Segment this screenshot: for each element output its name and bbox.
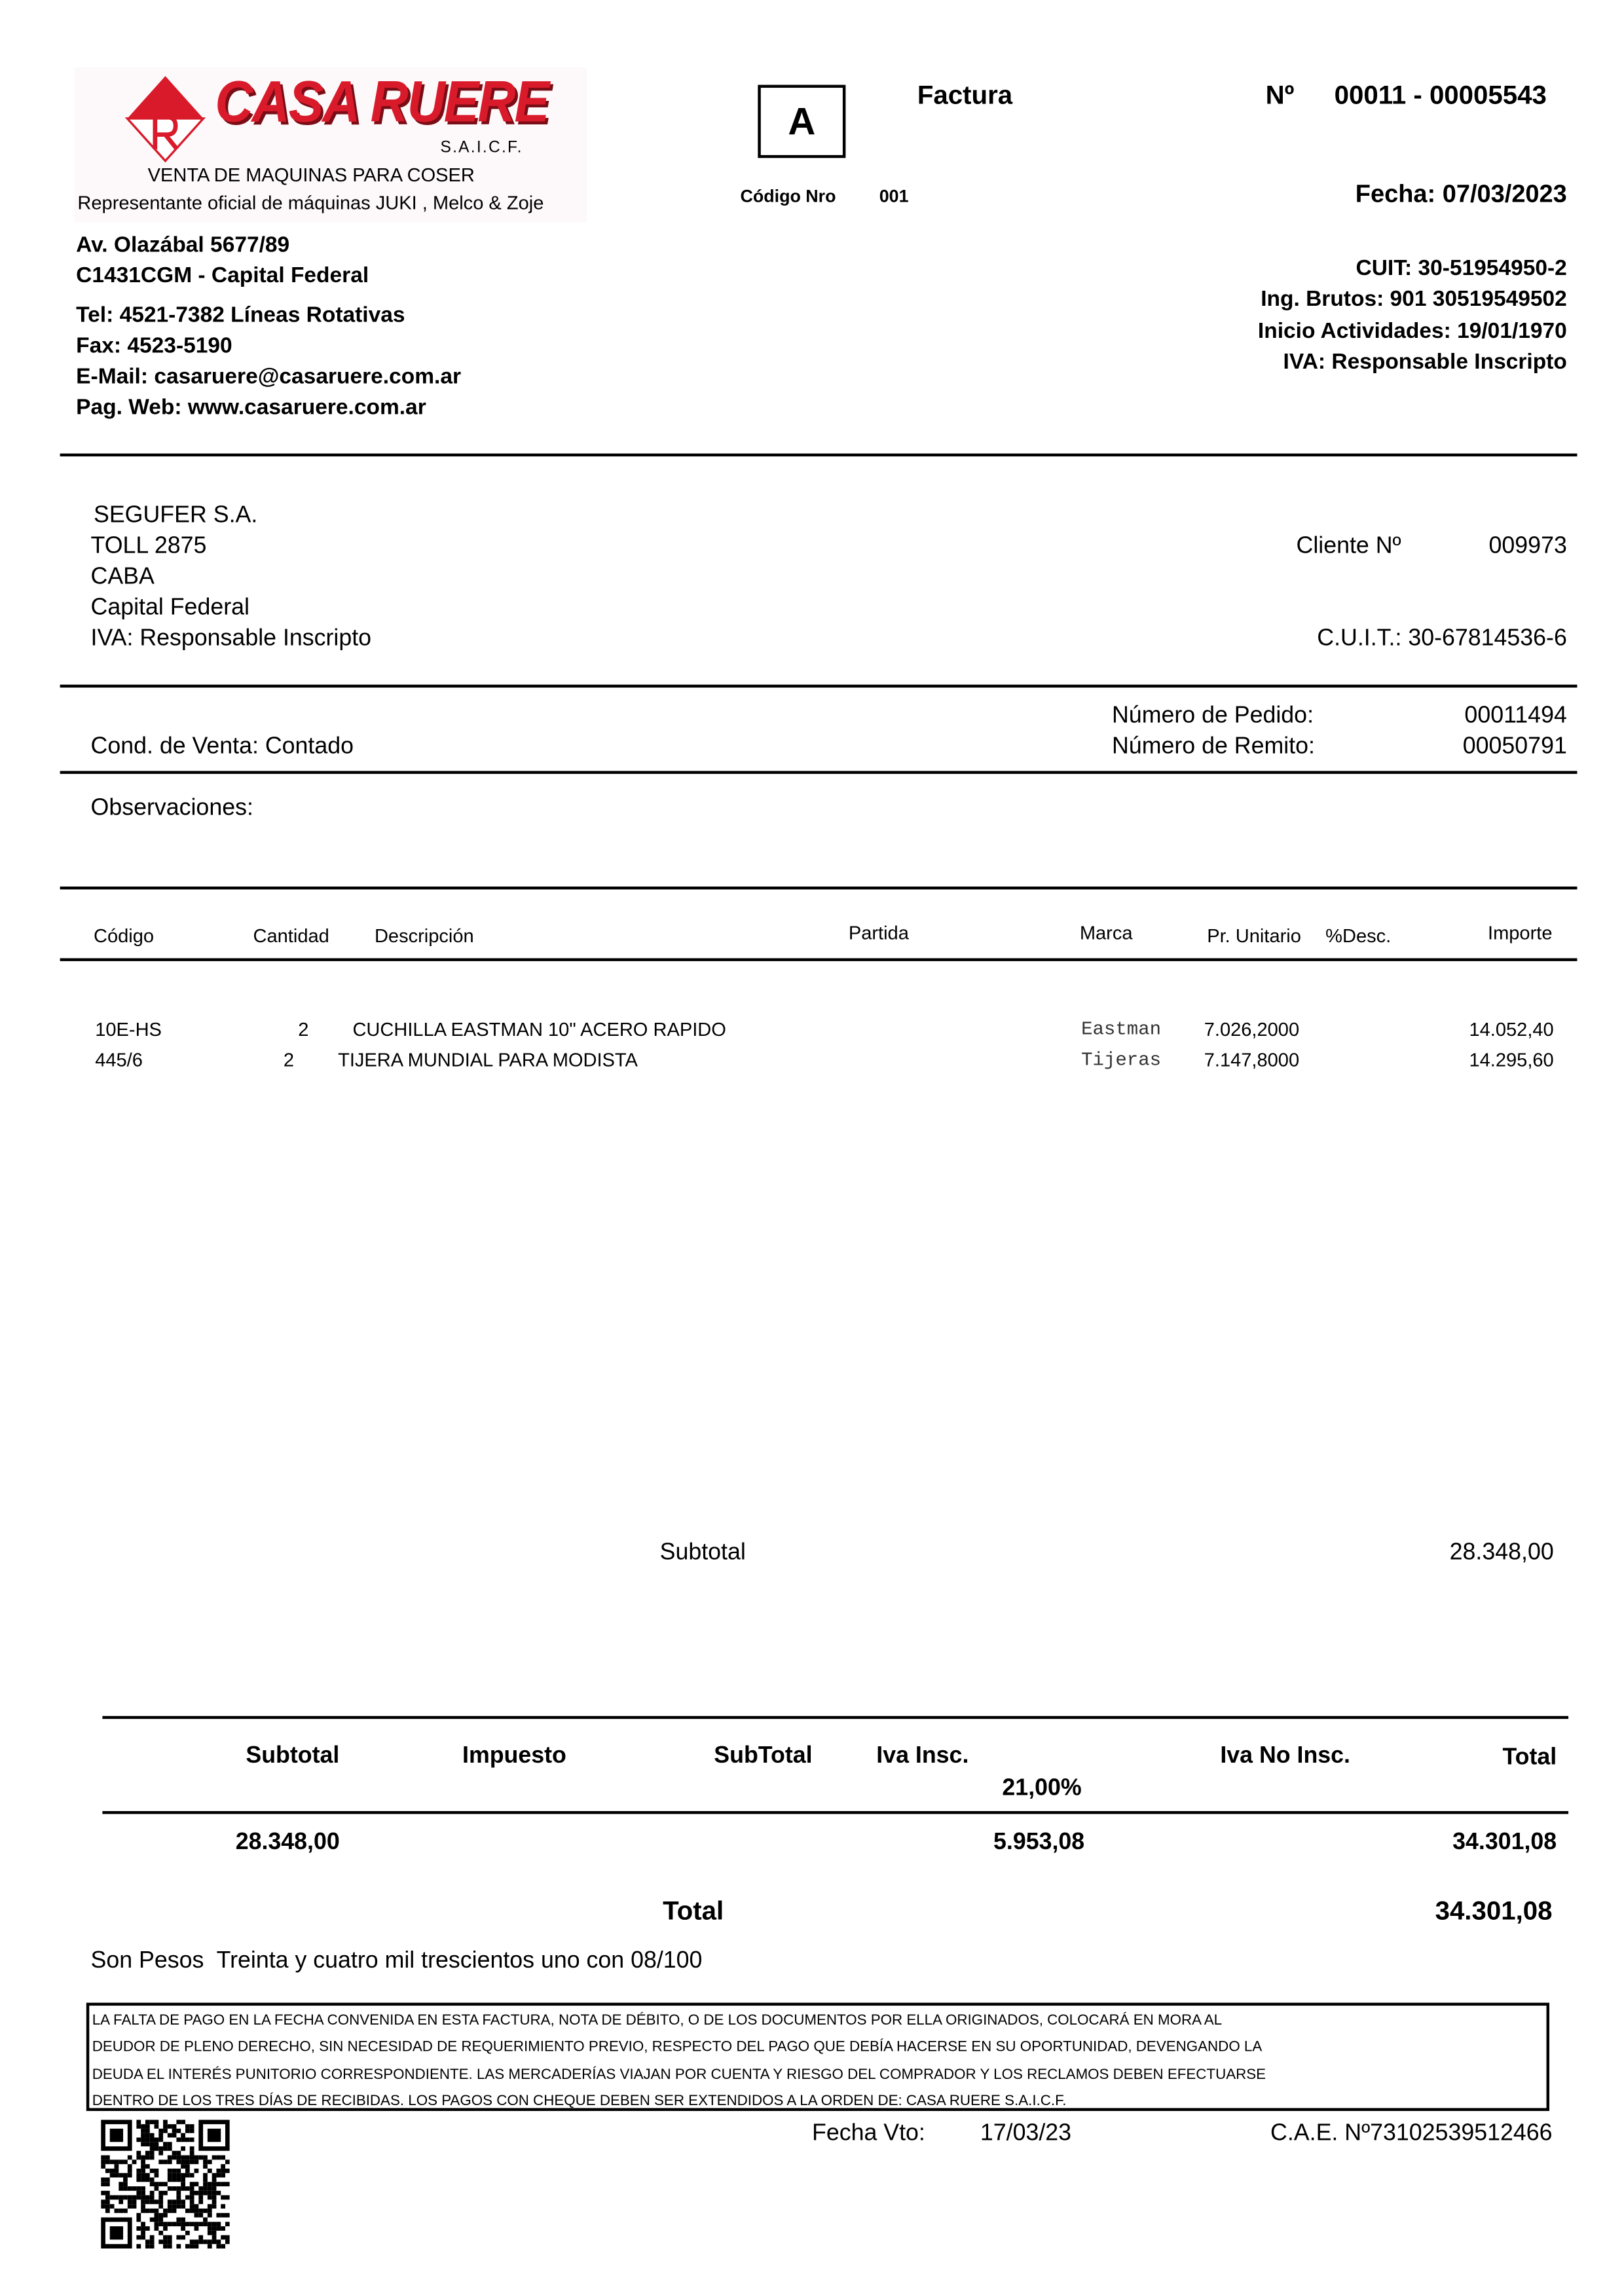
company-web: Pag. Web: www.casaruere.com.ar [76,395,426,420]
codigo-label: Código Nro [740,185,836,207]
legal-line: LA FALTA DE PAGO EN LA FECHA CONVENIDA EN ESTA FACTURA, NOTA DE DÉBITO, O DE LOS DOCUMENTOS POR ELLA ORIGINADOS, COLOCARÁ EN MORA AL [92,2013,1223,2029]
codigo-value: 001 [879,185,909,207]
company-fax: Fax: 4523-5190 [76,333,232,359]
col-cantidad: Cantidad [253,925,329,947]
totals-col-subtotal: Subtotal [246,1744,340,1769]
legal-notice [86,2003,1549,2111]
col-codigo: Código [93,925,155,947]
client-province: Capital Federal [90,595,249,621]
row-codigo: 10E-HS [95,1018,162,1040]
row-unitario: 7.147,8000 [1204,1048,1300,1071]
totals-col-iva-insc: Iva Insc. [876,1744,969,1769]
company-logo [75,67,587,223]
row-marca: Tijeras [1081,1048,1162,1071]
company-cuit: CUIT: 30-51954950-2 [1356,255,1567,281]
company-address-2: C1431CGM - Capital Federal [76,263,369,289]
cliente-number: 009973 [1488,534,1567,559]
pedido-label: Número de Pedido: [1111,703,1314,729]
col-partida: Partida [848,921,909,944]
invoice-number: 00011 - 00005543 [1334,80,1547,110]
subtotal-label: Subtotal [659,1540,746,1566]
row-marca: Eastman [1081,1018,1162,1040]
company-iva: IVA: Responsable Inscripto [1283,349,1567,375]
row-descripcion: CUCHILLA EASTMAN 10" ACERO RAPIDO [352,1018,726,1040]
divider [60,887,1578,889]
invoice-number-label: Nº [1265,80,1295,110]
vto-label: Fecha Vto: [811,2121,925,2146]
logo-text: CASA RUERE [215,70,549,135]
client-street: TOLL 2875 [90,534,207,559]
qr-code-icon [101,2120,230,2249]
logo-diamond-icon [124,73,206,164]
invoice-title: Factura [917,80,1013,110]
company-ing-brutos: Ing. Brutos: 901 30519549502 [1261,286,1567,312]
col-descripcion: Descripción [374,925,474,947]
remito-label: Número de Remito: [1111,734,1315,760]
vto-date: 17/03/23 [980,2121,1072,2146]
totals-col-subtotal2: SubTotal [714,1744,813,1769]
client-name: SEGUFER S.A. [93,503,258,528]
totals-subtotal: 28.348,00 [235,1829,340,1855]
company-tel: Tel: 4521-7382 Líneas Rotativas [76,303,405,328]
observaciones-label: Observaciones: [90,796,253,821]
client-iva: IVA: Responsable Inscripto [90,626,372,652]
representative-text: Representante oficial de máquinas JUKI , Melco & Zoje [77,191,544,214]
logo-suffix: S.A.I.C.F. [440,139,523,157]
divider [102,1811,1568,1814]
cae-number: C.A.E. Nº73102539512466 [1270,2121,1553,2146]
totals-col-impuesto: Impuesto [462,1744,566,1769]
grand-total-value: 34.301,08 [1435,1896,1553,1926]
cond-venta: Cond. de Venta: Contado [90,734,354,760]
totals-total: 34.301,08 [1452,1829,1557,1855]
totals-col-iva-no-insc: Iva No Insc. [1220,1744,1350,1769]
client-cuit: C.U.I.T.: 30-67814536-6 [1317,626,1567,652]
row-cantidad: 2 [298,1018,309,1040]
row-codigo: 445/6 [95,1048,143,1071]
legal-line: DEUDOR DE PLENO DERECHO, SIN NECESIDAD DE REQUERIMIENTO PREVIO, RESPECTO DEL PAGO QUE DEBÍA HACERSE EN SU OPORTUNIDAD, DEVENGANDO LA [92,2040,1263,2056]
totals-iva: 5.953,08 [993,1829,1085,1855]
col-marca: Marca [1079,921,1133,944]
divider [60,771,1578,773]
row-cantidad: 2 [283,1048,295,1071]
company-address-1: Av. Olazábal 5677/89 [76,232,290,258]
totals-col-total: Total [1502,1745,1557,1771]
amount-in-words: Son Pesos Treinta y cuatro mil trescientos uno con 08/100 [90,1948,703,1974]
row-unitario: 7.026,2000 [1204,1018,1300,1040]
company-email: E-Mail: casaruere@casaruere.com.ar [76,364,462,390]
row-descripcion: TIJERA MUNDIAL PARA MODISTA [338,1048,638,1071]
divider [60,685,1578,688]
row-importe: 14.295,60 [1469,1048,1554,1071]
col-desc: %Desc. [1325,925,1392,947]
remito-number: 00050791 [1462,734,1567,760]
col-unitario: Pr. Unitario [1207,925,1301,947]
grand-total-label: Total [663,1896,724,1926]
divider [60,958,1578,961]
col-importe: Importe [1488,921,1553,944]
totals-iva-rate: 21,00% [1002,1776,1082,1801]
legal-line: DEUDA EL INTERÉS PUNITORIO CORRESPONDIENTE. LAS MERCADERÍAS VIAJAN POR CUENTA Y RIESGO DEL COMPRADOR Y LOS RECLAMOS DEBEN EFECTUARSE [92,2066,1266,2084]
cliente-label: Cliente Nº [1296,534,1401,559]
invoice-date: Fecha: 07/03/2023 [1355,179,1567,208]
company-inicio: Inicio Actividades: 19/01/1970 [1257,319,1567,344]
divider [60,454,1578,456]
invoice-letter: A [758,85,845,158]
subtotal-value: 28.348,00 [1449,1540,1554,1566]
pedido-number: 00011494 [1464,703,1567,729]
divider [102,1716,1568,1719]
tagline: VENTA DE MAQUINAS PARA COSER [147,164,475,186]
client-city: CABA [90,564,155,590]
legal-line: DENTRO DE LOS TRES DÍAS DE RECIBIDAS. LOS PAGOS CON CHEQUE DEBEN SER EXTENDIDOS A LA ORDEN DE: CASA RUERE S.A.I.C.F. [92,2093,1067,2110]
row-importe: 14.052,40 [1469,1018,1554,1040]
